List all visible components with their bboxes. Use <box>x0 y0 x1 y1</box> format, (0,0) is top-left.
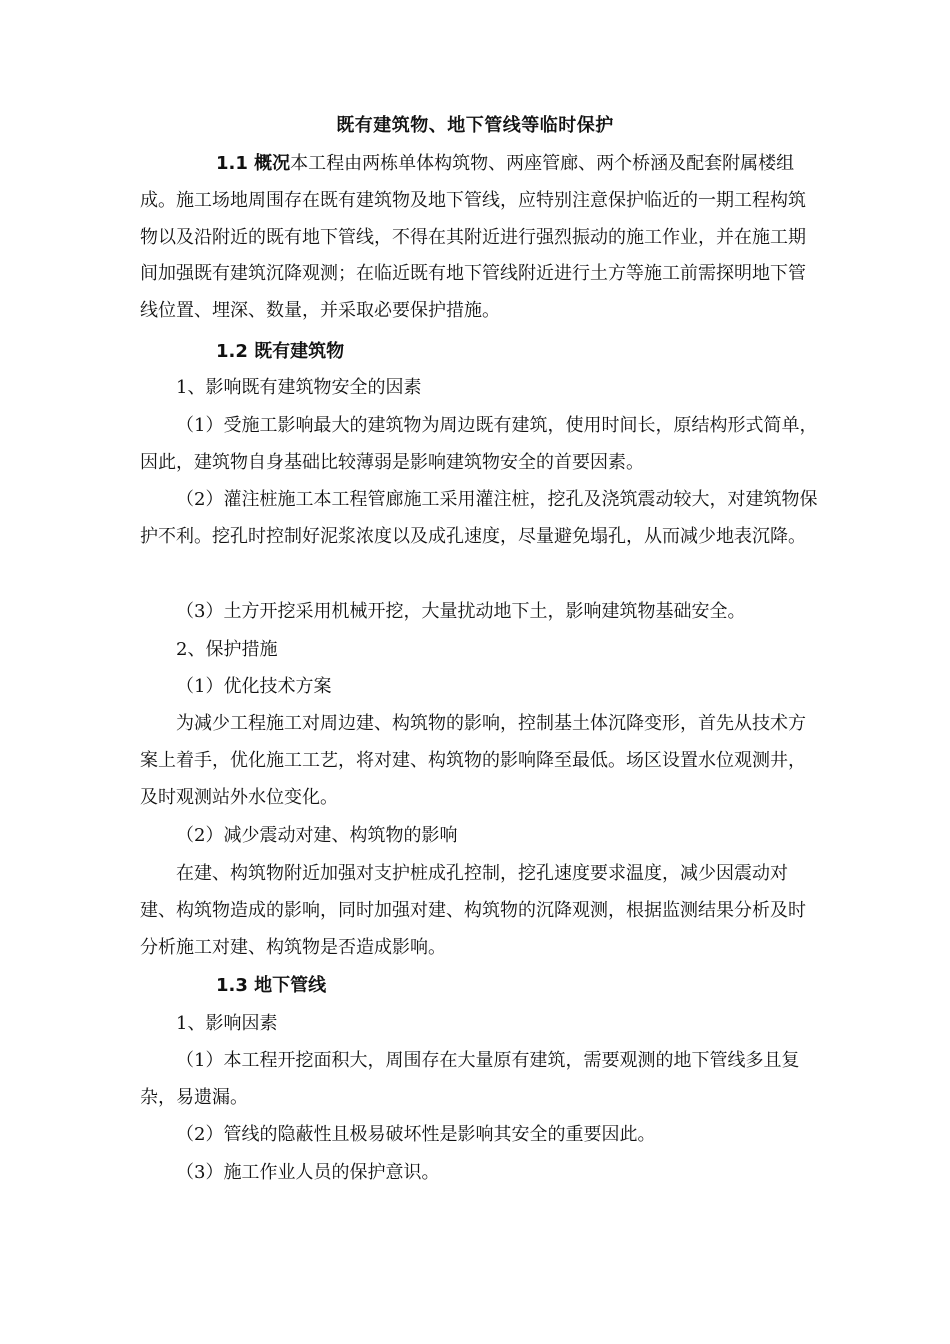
section-1-1-paragraph <box>140 146 820 330</box>
section-1-2-factor-2: （2）灌注桩施工本工程管廊施工采用灌注桩，挖孔及浇筑震动较大，对建筑物保护不利。挖孔时控制好泥浆浓度以及成孔速度，尽量避免塌孔，从而减少地表沉降。 <box>140 489 818 547</box>
section-1-1-text: 本工程由两栋单体构筑物、两座管廊、两个桥涵及配套附属楼组成。施工场地周围存在既有建筑物及地下管线，应特别注意保护临近的一期工程构筑物以及沿附近的既有地下管线，不得在其附近进行强烈振动的施工作业，并在施工期间加强既有建筑沉降观测；在临近既有地下管线附近进行土方等施工前需探明地下管线位置、埋深、数量，并采取必要保护措施。 <box>140 153 806 322</box>
section-1-2-heading: 1.2 既有建筑物 <box>216 341 345 362</box>
section-1-2-factor-3: （3）土方开挖采用机械开挖，大量扰动地下土，影响建筑物基础安全。 <box>176 601 746 622</box>
section-1-2-item-1: 1、影响既有建筑物安全的因素 <box>176 377 422 398</box>
section-1-3-factor-3: （3）施工作业人员的保护意识。 <box>176 1162 440 1183</box>
section-1-3-factor-1: （1）本工程开挖面积大，周围存在大量原有建筑，需要观测的地下管线多且复杂，易遗漏。 <box>140 1050 800 1108</box>
section-1-2-item-2: 2、保护措施 <box>176 639 278 660</box>
section-1-1-label: 1.1 概况 <box>216 153 291 174</box>
section-1-2-measure-1-text: 为减少工程施工对周边建、构筑物的影响，控制基土体沉降变形，首先从技术方案上着手，优化施工工艺，将对建、构筑物的影响降至最低。场区设置水位观测井，及时观测站外水位变化。 <box>140 713 806 808</box>
section-1-3-heading: 1.3 地下管线 <box>216 975 327 996</box>
section-1-2-factor-1: （1）受施工影响最大的建筑物为周边既有建筑，使用时间长，原结构形式简单，因此，建筑物自身基础比较薄弱是影响建筑物安全的首要因素。 <box>140 415 818 473</box>
section-1-2-measure-1: （1）优化技术方案 <box>176 676 332 697</box>
section-1-3-factor-2: （2）管线的隐蔽性且极易破坏性是影响其安全的重要因此。 <box>176 1124 656 1145</box>
section-1-2-measure-2: （2）减少震动对建、构筑物的影响 <box>176 825 458 846</box>
document-title: 既有建筑物、地下管线等临时保护 <box>336 115 614 136</box>
section-1-2-measure-2-text: 在建、构筑物附近加强对支护桩成孔控制，挖孔速度要求温度，减少因震动对建、构筑物造成的影响，同时加强对建、构筑物的沉降观测，根据监测结果分析及时分析施工对建、构筑物是否造成影响。 <box>140 863 806 958</box>
section-1-3-item-1: 1、影响因素 <box>176 1013 278 1034</box>
